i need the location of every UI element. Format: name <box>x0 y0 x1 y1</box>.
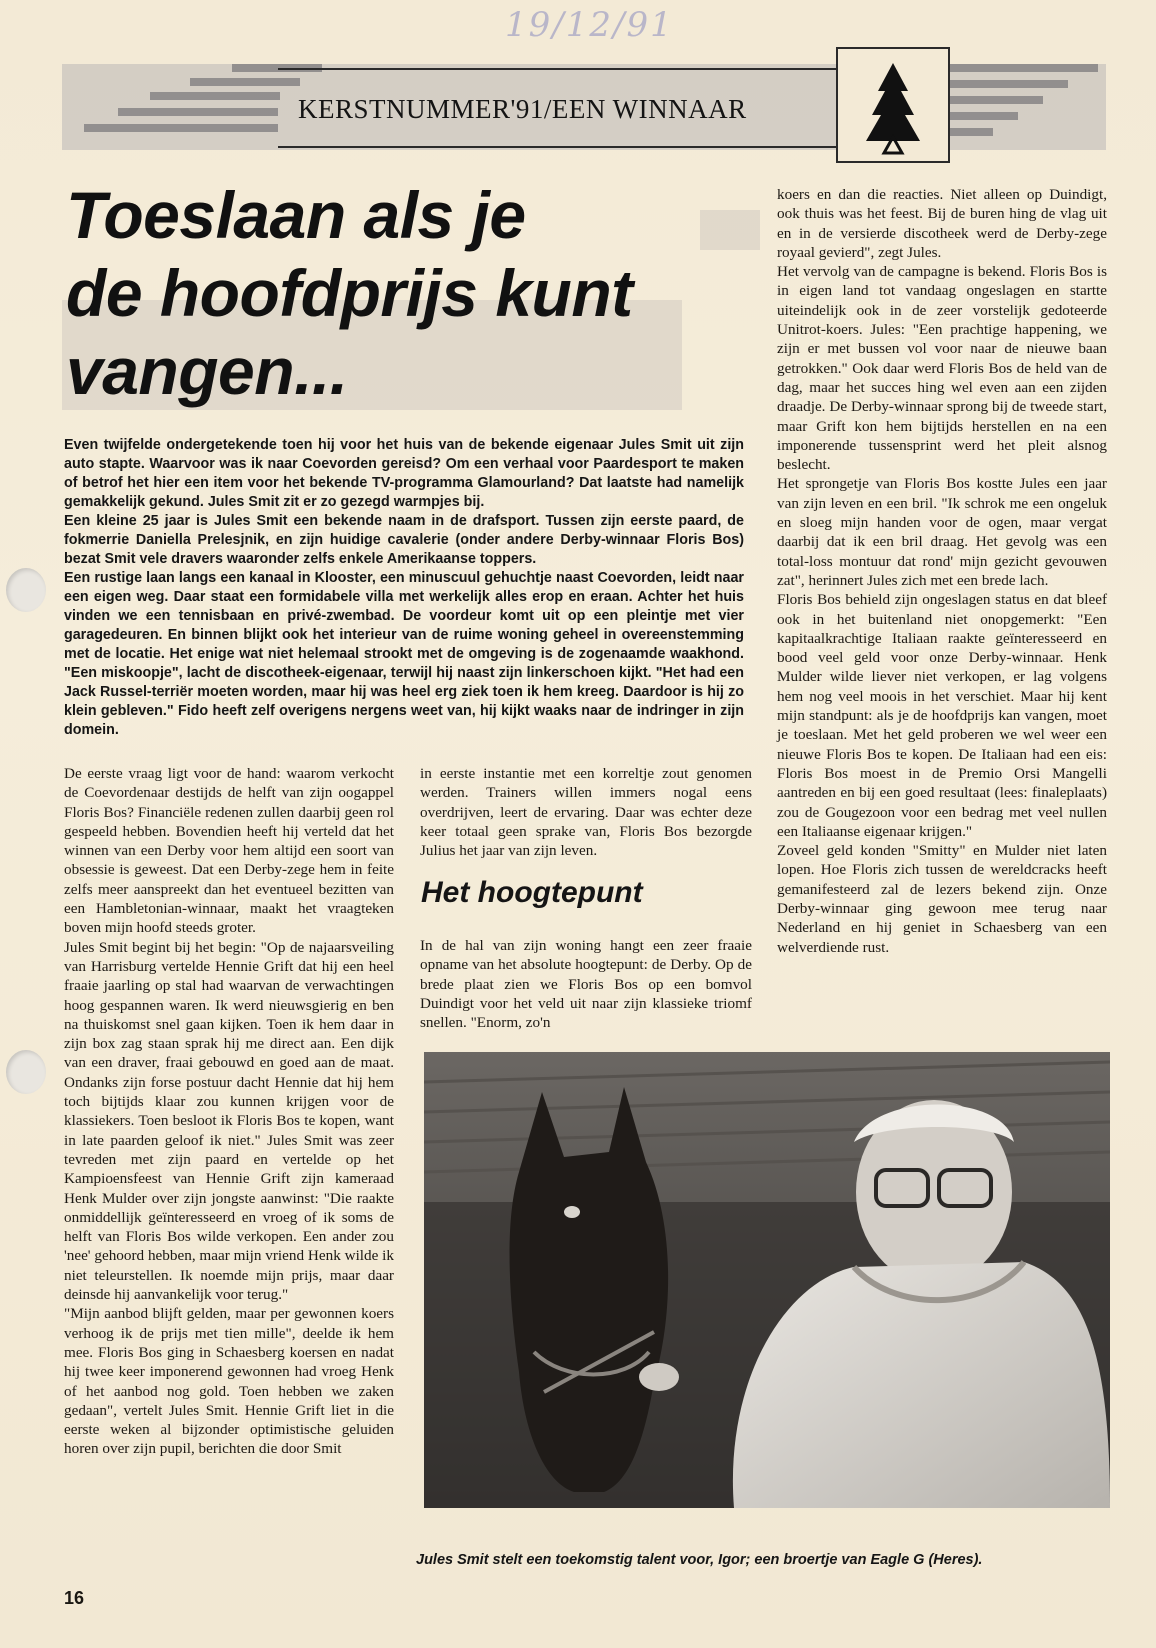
photo-illustration <box>424 1052 1110 1508</box>
body-column-1 <box>64 764 394 1459</box>
lead-paragraph: Een kleine 25 jaar is Jules Smit een bekende naam in de drafsport. Tussen zijn eerste paard, de fokmerrie Daniella Prelesjnik, en zijn huidige cavalerie (onder andere Derby-winnaar Floris Bos) bezat Smit vele dravers waaronder zelfs enkele Amerikaanse toppers. <box>64 513 744 567</box>
header-stripe <box>118 108 278 116</box>
punch-hole <box>6 568 46 612</box>
header-stripe <box>150 92 280 100</box>
lead-paragraph: Even twijfelde ondergetekende toen hij voor het huis van de bekende eigenaar Jules Smit uit zijn auto stapte. Waarvoor was ik naar Coevorden gereisd? Om een verhaal voor Paardesport te maken of betrof het hier een item voor het bekende TV-programma Glamourland? Dat laatste had namelijk gemakkelijk gekund. Jules Smit zit er zo gezegd warmpjes bij. <box>64 437 744 510</box>
body-column-2-top <box>420 764 752 860</box>
header-stripe <box>948 80 1068 88</box>
body-paragraph: Floris Bos behield zijn ongeslagen status en dat bleef ook in het buitenland niet onopgemerkt: "Een kapitaalkrachtige Italiaan raakte geïnteresseerd en bood veel geld voor onze Derby-winnaar. Henk Mulder wilde liever niet verkopen, er lag volgens hem nog veel moois in het verschiet. Maar hij kent mijn standpunt: als je de hoofdprijs kan vangen, moet je toeslaan. Met het geld proberen we wel weer een nieuwe Floris Bos te kopen. De Italiaan had een eis: Floris Bos moest in de Premio Orsi Mangelli aantreden en bij een goed resultaat (lees: finaleplaats) zou de Gougezoon voor een bedrag met veel nullen een Italiaanse eigenaar krijgen." <box>777 591 1107 840</box>
article-title <box>66 176 726 410</box>
header-stripe <box>948 128 993 136</box>
body-column-2-bottom <box>420 936 752 1032</box>
body-paragraph: koers en dan die reacties. Niet alleen op Duindigt, ook thuis was het feest. Bij de buren hing de vlag uit en in de versierde discotheek werd de Derby-zege royaal gevierd", zegt Jules. <box>777 186 1107 261</box>
body-column-3 <box>777 185 1107 957</box>
body-paragraph: "Mijn aanbod blijft gelden, maar per gewonnen koers verhoog ik de prijs met tien mille", deelde ik hem mee. Floris Bos ging in Schaesberg koersen en nadat hij twee keer imponerend gewonnen had vroeg Henk of het aanbod nog gold. Toen hebben we zaken gedaan", vertelt Jules Smit. Hennie Grift liet in die eerste weken al bijzonder optimistische geluiden horen over zijn pupil, berichten die door Smit <box>64 1305 394 1458</box>
tree-box <box>836 47 950 163</box>
body-paragraph: De eerste vraag ligt voor de hand: waarom verkocht de Coevordenaar destijds de helft van zijn oogappel Floris Bos? Financiële redenen zullen daarbij geen rol gespeeld hebben. Bovendien heeft hij verteld dat het winnen van een Derby voor hem altijd een soort van obsessie is geweest. Dat een Derby-zege hem in feite zelfs meer aanspreekt dan het eventueel bezitten van een Hambletonian-winnaar, maakt het vraagteken boven mijn hoofd steeds groter. <box>64 765 394 937</box>
header-stripe <box>948 96 1043 104</box>
body-paragraph: Het sprongetje van Floris Bos kostte Jules een jaar van zijn leven en een bril. "Ik schrok me een ongeluk en sloeg mijn handen voor de ogen, maar vergat daarbij dat ik een bril draag. Het gevolg was een total-loss montuur dat rond' mijn gezicht gevouwen zat", herinnert Jules zich met een brede lach. <box>777 475 1107 589</box>
header-stripe <box>84 124 278 132</box>
photo-caption: Jules Smit stelt een toekomstig talent voor, Igor; een broertje van Eagle G (Heres). <box>416 1552 983 1568</box>
body-paragraph: Het vervolg van de campagne is bekend. Floris Bos is in eigen land tot vandaag ongeslagen en startte uiteindelijk ook in de zeer vorstelijk gedoteerde Unitrot-koers. Jules: "Een prachtige happening, we zijn er met bussen vol voor naar de nieuwe baan getrokken." Ook daar werd Floris Bos de held van de dag, maar het succes hing wel even aan een zijden draadje. De Derby-winnaar sprong bij de tweede start, maar Grift kon hem bijtijds herstellen en na een imponerende tussensprint werd het pleit alsnog beslecht. <box>777 263 1107 474</box>
body-paragraph: in eerste instantie met een korreltje zout genomen werden. Trainers willen immers nogal eens overdrijven, leert de ervaring. Daar was echter deze keer totaal geen sprake van, Floris Bos bezorgde Julius het jaar van zijn leven. <box>420 765 752 860</box>
body-paragraph: In de hal van zijn woning hangt een zeer fraaie opname van het absolute hoogtepunt: de Derby. Op de brede plaat zien we Floris Bos op een bomvol Duindigt voor het veld uit naar zijn klassieke triomf snellen. "Enorm, zo'n <box>420 937 752 1032</box>
punch-hole <box>6 1050 46 1094</box>
page-number: 16 <box>64 1588 85 1608</box>
handwritten-date: 19/12/91 <box>505 5 674 45</box>
title-line: de hoofdprijs kunt <box>66 256 633 330</box>
title-line: Toeslaan als je <box>66 178 526 252</box>
section-kicker: KERSTNUMMER'91/EEN WINNAAR <box>298 94 747 124</box>
article-lead <box>64 436 744 740</box>
horse-and-man-photo <box>424 1052 1110 1508</box>
body-paragraph: Zoveel geld konden "Smitty" en Mulder niet laten lopen. Hoe Floris zich tussen de wereldcracks heeft gemanifesteerd zal de lezers bekend zijn. Onze Derby-winnaar ging gewoon mee terug naar Nederland en hij geniet in Schaesberg van een welverdiende rust. <box>777 842 1107 956</box>
header-stripe <box>948 64 1098 72</box>
christmas-tree-icon <box>838 49 948 161</box>
lead-paragraph: Een rustige laan langs een kanaal in Klooster, een minuscuul gehuchtje naast Coevorden, leidt naar een eigen weg. Daar staat een formidabele villa met werkelijk alles erop en eraan. Achter het huis vinden we een tennisbaan en privé-zwembad. De voordeur komt uit op een pleintje met vier garagedeuren. En binnen blijkt ook het interieur van de ruime woning geheel in overeenstemming met de locatie. Het enige wat niet helemaal strookt met de omgeving is de zogenaamde waakhond. "Een miskoopje", lacht de discotheek-eigenaar, terwijl hij naast zijn linkerschoen kijkt. "Het had een Jack Russel-terriër moeten worden, maar hij was heel erg ziek toen ik hem kreeg. Daardoor is hij zo klein gebleven." Fido heeft zelf overigens nergens weet van, hij kijkt waaks naar de indringer in zijn domein. <box>64 570 744 738</box>
body-paragraph: Jules Smit begint bij het begin: "Op de najaarsveiling van Harrisburg vertelde Hennie Grift dat hij een heel fraaie jaarling op stal had waarvan de verwachtingen hoog gespannen waren. Ik werd nieuwsgierig en ben na thuiskomst snel gaan kijken. Toen ik hem daar in zijn box zag staan sprak hij me direct aan. Een dijk van een draver, fraai gebouwd en goed aan de maat. Ondanks zijn forse postuur dacht Hennie dat hij hem toch bijtijds klaar zou kunnen krijgen voor de klassiekers. Toen besloot ik Floris Bos te kopen, want in late paarden geloof ik niet." Jules Smit was zeer tevreden met zijn paard en vertelde op het Kampioensfeest van Hennie Grift zijn kameraad Henk Mulder over zijn jongste aanwinst: "Die raakte onmiddellijk geïnteresseerd en vroeg of ik soms de helft van Floris Bos wilde verkopen. Een ander zou 'nee' gehoord hebben, maar mijn vriend Henk wilde ik niet teleurstellen. Ik noemde mijn prijs, maar daar deinsde hij aanvankelijk voor terug." <box>64 938 394 1304</box>
subheading: Het hoogtepunt <box>421 876 643 909</box>
title-line: vangen... <box>66 334 348 408</box>
header-stripe <box>948 112 1018 120</box>
